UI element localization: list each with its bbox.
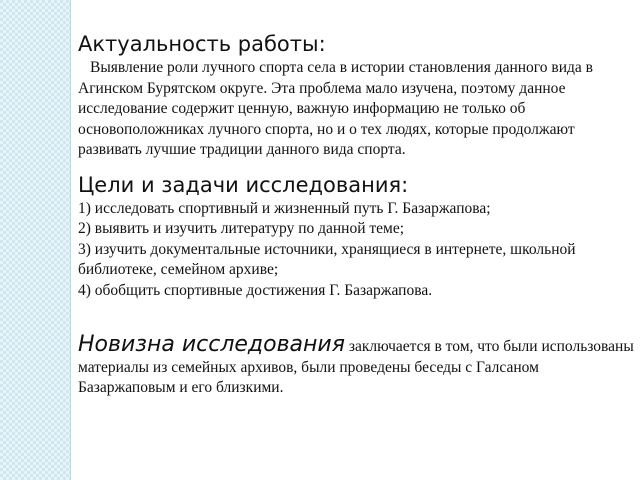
novelty-text: заключается в том, что были использованы материалы из семейных архивов, были проведены беседы с Галсаном Базаржаповым и его близкими. <box>78 338 634 396</box>
relevance-section <box>78 30 634 161</box>
goal-item: 4) обобщить спортивные достижения Г. Базаржапова. <box>78 281 433 299</box>
novelty-heading: Новизна исследования <box>78 332 345 357</box>
goal-item: 3) изучить документальные источники, хранящиеся в интернете, школьной библиотеке, семейном архиве; <box>78 240 576 278</box>
goal-item: 1) исследовать спортивный и жизненный путь Г. Базаржапова; <box>78 199 491 217</box>
goals-section <box>78 171 634 302</box>
relevance-text: Выявление роли лучного спорта села в истории становления данного вида в Агинском Бурятском округе. Эта проблема мало изучена, поэтому данное исследование содержит ценную, важную информацию не только об основоположниках лучного спорта, но и о тех людях, которые продолжают развивать лучшие традиции данного вида спорта. <box>78 59 593 158</box>
novelty-paragraph <box>78 332 634 399</box>
slide-content <box>78 30 634 399</box>
relevance-heading: Актуальность работы: <box>78 32 326 56</box>
goal-item: 2) выявить и изучить литературу по данной теме; <box>78 220 405 237</box>
novelty-section <box>78 332 634 399</box>
goals-heading: Цели и задачи исследования: <box>78 172 409 197</box>
decorative-side-strip <box>0 0 71 480</box>
